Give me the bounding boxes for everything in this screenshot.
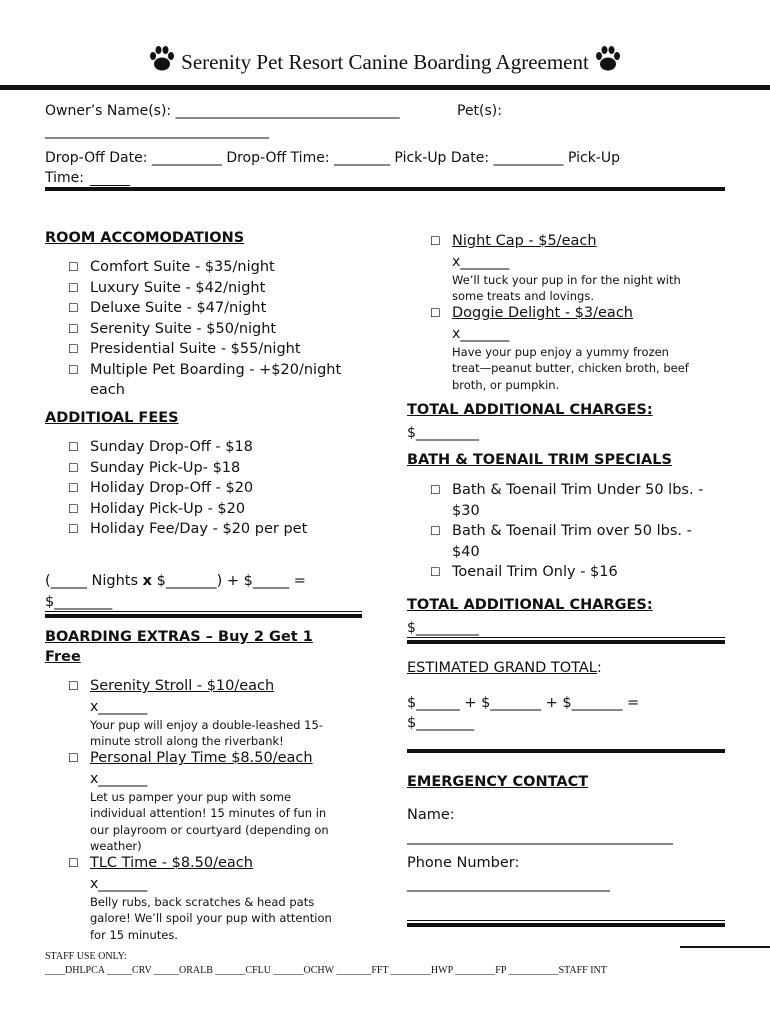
bath-heading: BATH & TOENAIL TRIM SPECIALS bbox=[407, 452, 672, 468]
rooms-list bbox=[68, 257, 368, 401]
extra-doggie-delight bbox=[430, 303, 750, 393]
checkbox-icon[interactable]: ☐ bbox=[68, 460, 79, 475]
fee-option[interactable] bbox=[68, 458, 368, 479]
nights-total-field[interactable]: $________ bbox=[45, 594, 113, 610]
staff-use-label: STAFF USE ONLY: bbox=[45, 951, 127, 962]
extra-description bbox=[430, 272, 750, 305]
room-option[interactable] bbox=[68, 298, 368, 319]
bath-option[interactable] bbox=[430, 562, 750, 583]
checkbox-icon[interactable]: ☐ bbox=[68, 679, 79, 693]
desc-line: Let us pamper your pup with some bbox=[90, 789, 292, 804]
extra-description bbox=[430, 344, 750, 394]
quantity-field[interactable]: x_______ bbox=[90, 698, 148, 715]
checkbox-icon[interactable]: ☐ bbox=[68, 362, 79, 377]
fee-label: Sunday Pick-Up- $18 bbox=[90, 459, 241, 476]
fee-option[interactable] bbox=[68, 519, 368, 540]
fees-list bbox=[68, 437, 368, 540]
extra-title: Night Cap - $5/each bbox=[452, 233, 597, 249]
bath-rule-thin bbox=[407, 637, 725, 638]
desc-line: broth, or pumpkin. bbox=[452, 377, 560, 392]
checkbox-icon[interactable]: ☐ bbox=[68, 522, 79, 536]
title-rule bbox=[0, 85, 770, 90]
desc-line: Belly rubs, back scratches & head pats bbox=[90, 894, 315, 909]
dates-fields[interactable]: Drop-Off Date: __________ Drop-Off Time: ________ Pick-Up Date: __________ Pick-Up bbox=[45, 150, 620, 166]
bath-list bbox=[430, 480, 750, 583]
fee-option[interactable] bbox=[68, 478, 368, 499]
quantity-field[interactable]: x_______ bbox=[452, 253, 510, 270]
desc-line: weather) bbox=[90, 839, 142, 853]
checkbox-icon[interactable]: ☐ bbox=[430, 483, 441, 497]
pets-field[interactable]: ________________________________ bbox=[45, 123, 269, 139]
desc-line: our playroom or courtyard (depending on bbox=[90, 822, 329, 837]
extra-option[interactable] bbox=[68, 748, 368, 769]
desc-line: Your pup will enjoy a double-leashed 15- bbox=[90, 717, 323, 732]
checkbox-icon[interactable]: ☐ bbox=[68, 751, 79, 765]
room-option[interactable] bbox=[68, 319, 368, 340]
total-additional-field[interactable]: $_________ bbox=[407, 425, 479, 441]
extra-option[interactable] bbox=[68, 853, 368, 874]
checkbox-icon[interactable]: ☐ bbox=[68, 481, 79, 495]
grand-total-colon: : bbox=[596, 660, 602, 676]
extra-playtime bbox=[68, 748, 368, 855]
fee-label: Holiday Fee/Day - $20 per pet bbox=[90, 521, 308, 537]
extra-title: Personal Play Time $8.50/each bbox=[90, 750, 313, 766]
checkbox-icon[interactable]: ☐ bbox=[68, 856, 79, 870]
room-option[interactable] bbox=[68, 257, 368, 278]
room-label: Presidential Suite - $55/night bbox=[90, 341, 301, 357]
nights-formula[interactable] bbox=[45, 571, 306, 591]
fee-option[interactable] bbox=[68, 499, 368, 520]
fees-heading: ADDITIOAL FEES bbox=[45, 410, 179, 426]
extra-stroll bbox=[68, 676, 368, 750]
room-option[interactable] bbox=[68, 360, 368, 381]
extra-title: Doggie Delight - $3/each bbox=[452, 305, 633, 321]
fee-label: Sunday Drop-Off - $18 bbox=[90, 439, 253, 455]
bath-label: Toenail Trim Only - $16 bbox=[452, 564, 618, 580]
formula-part: $_______) + $_____ = bbox=[152, 573, 306, 589]
formula-rule-thick bbox=[45, 614, 362, 618]
desc-line: individual attention! 15 minutes of fun in bbox=[90, 806, 327, 820]
checkbox-icon[interactable]: ☐ bbox=[430, 524, 441, 538]
room-label: Comfort Suite - $35/night bbox=[90, 259, 275, 275]
desc-line: some treats and lovings. bbox=[452, 289, 594, 303]
extra-option[interactable] bbox=[430, 303, 750, 324]
checkbox-icon[interactable]: ☐ bbox=[68, 280, 79, 295]
quantity-field[interactable]: x_______ bbox=[90, 875, 148, 892]
extra-description bbox=[68, 894, 368, 944]
room-label: Multiple Pet Boarding - +$20/night bbox=[90, 361, 342, 378]
checkbox-icon[interactable]: ☐ bbox=[68, 260, 79, 274]
checkbox-icon[interactable]: ☐ bbox=[68, 440, 79, 454]
desc-line: minute stroll along the riverbank! bbox=[90, 734, 284, 748]
bath-option-continued bbox=[430, 501, 750, 522]
grand-total-field[interactable]: $________ bbox=[407, 715, 475, 731]
bath-option[interactable] bbox=[430, 480, 750, 501]
owner-name-field[interactable]: Owner’s Name(s): ________________________________ bbox=[45, 103, 400, 119]
extra-tlc bbox=[68, 853, 368, 943]
room-option[interactable] bbox=[68, 339, 368, 360]
formula-rule-thin bbox=[45, 611, 362, 612]
total-additional-label: TOTAL ADDITIONAL CHARGES: bbox=[407, 402, 653, 418]
extra-option[interactable] bbox=[430, 231, 750, 252]
emergency-name-field[interactable]: ______________________________________ bbox=[407, 829, 673, 845]
title-text: Serenity Pet Resort Canine Boarding Agreement bbox=[181, 49, 589, 74]
fee-label: Holiday Drop-Off - $20 bbox=[90, 480, 254, 496]
desc-line: We’ll tuck your pup in for the night with bbox=[452, 272, 681, 287]
bath-option-continued bbox=[430, 542, 750, 563]
extra-option[interactable] bbox=[68, 676, 368, 697]
desc-line: galore! We’ll spoil your pup with attention bbox=[90, 911, 332, 925]
extra-title: Serenity Stroll - $10/each bbox=[90, 678, 275, 694]
bath-rule-thick bbox=[407, 640, 725, 644]
grand-total-rule bbox=[407, 749, 725, 753]
quantity-field[interactable]: x_______ bbox=[452, 325, 510, 342]
bath-label: Bath & Toenail Trim over 50 lbs. - bbox=[452, 523, 692, 539]
rooms-heading: ROOM ACCOMODATIONS bbox=[45, 230, 245, 246]
fee-option[interactable] bbox=[68, 437, 368, 458]
formula-multiply: x bbox=[142, 573, 152, 589]
page-title bbox=[0, 44, 770, 80]
pickup-time-label: Time: bbox=[45, 170, 84, 186]
extra-description bbox=[68, 717, 368, 750]
fee-label: Holiday Pick-Up - $20 bbox=[90, 500, 246, 517]
checkbox-icon[interactable]: ☐ bbox=[68, 301, 79, 315]
bath-label: $30 bbox=[452, 502, 480, 519]
extras-heading-line: BOARDING EXTRAS – Buy 2 Get 1 bbox=[45, 629, 313, 645]
desc-line: Have your pup enjoy a yummy frozen bbox=[452, 344, 669, 359]
room-label: Serenity Suite - $50/night bbox=[90, 320, 277, 337]
emergency-phone-field[interactable]: _____________________________ bbox=[407, 876, 610, 892]
checkbox-icon[interactable]: ☐ bbox=[68, 321, 79, 336]
checkbox-icon[interactable]: ☐ bbox=[430, 306, 441, 320]
paw-icon bbox=[593, 44, 623, 80]
checkbox-icon[interactable]: ☐ bbox=[430, 234, 441, 248]
room-option[interactable] bbox=[68, 278, 368, 299]
checkbox-icon[interactable]: ☐ bbox=[68, 501, 79, 516]
desc-line: treat—peanut butter, chicken broth, beef bbox=[452, 361, 689, 375]
grand-total-label bbox=[407, 658, 602, 678]
emergency-rule-thick bbox=[407, 923, 725, 927]
paw-icon bbox=[147, 44, 177, 80]
bath-label: $40 bbox=[452, 543, 480, 560]
emergency-phone-label: Phone Number: bbox=[407, 855, 520, 871]
pickup-time-line[interactable] bbox=[90, 185, 130, 186]
extras-heading-line: Free bbox=[45, 649, 81, 665]
header-rule bbox=[45, 187, 725, 191]
room-option-continued bbox=[68, 380, 368, 401]
pets-label: Pet(s): bbox=[457, 103, 502, 119]
quantity-field[interactable]: x_______ bbox=[90, 770, 148, 787]
room-label: Luxury Suite - $42/night bbox=[90, 279, 266, 296]
checkbox-icon[interactable]: ☐ bbox=[430, 565, 441, 579]
grand-total-text: ESTIMATED GRAND TOTAL bbox=[407, 660, 597, 676]
staff-use-codes[interactable]: ____DHLPCA _____CRV _____ORALB ______CFLU ______OCHW _______FFT ________HWP ________FP __________STAFF INT bbox=[45, 965, 607, 976]
corner-rule bbox=[680, 946, 770, 948]
extra-title: TLC Time - $8.50/each bbox=[90, 855, 253, 871]
extra-night-cap bbox=[430, 231, 750, 305]
room-label: Deluxe Suite - $47/night bbox=[90, 300, 267, 316]
checkbox-icon[interactable]: ☐ bbox=[68, 342, 79, 356]
extra-description bbox=[68, 789, 368, 855]
emergency-heading: EMERGENCY CONTACT bbox=[407, 774, 589, 790]
desc-line: for 15 minutes. bbox=[90, 927, 178, 942]
bath-option[interactable] bbox=[430, 521, 750, 542]
grand-total-formula[interactable]: $______ + $_______ + $_______ = bbox=[407, 695, 640, 711]
room-label: each bbox=[90, 382, 125, 398]
total-additional-field-2[interactable]: $_________ bbox=[407, 620, 479, 636]
emergency-rule-thin bbox=[407, 920, 725, 921]
formula-part: (_____ Nights bbox=[45, 573, 143, 589]
total-additional-label-2: TOTAL ADDITIONAL CHARGES: bbox=[407, 597, 653, 613]
bath-label: Bath & Toenail Trim Under 50 lbs. - bbox=[452, 482, 704, 498]
emergency-name-label: Name: bbox=[407, 807, 455, 823]
extras-heading bbox=[45, 627, 313, 667]
